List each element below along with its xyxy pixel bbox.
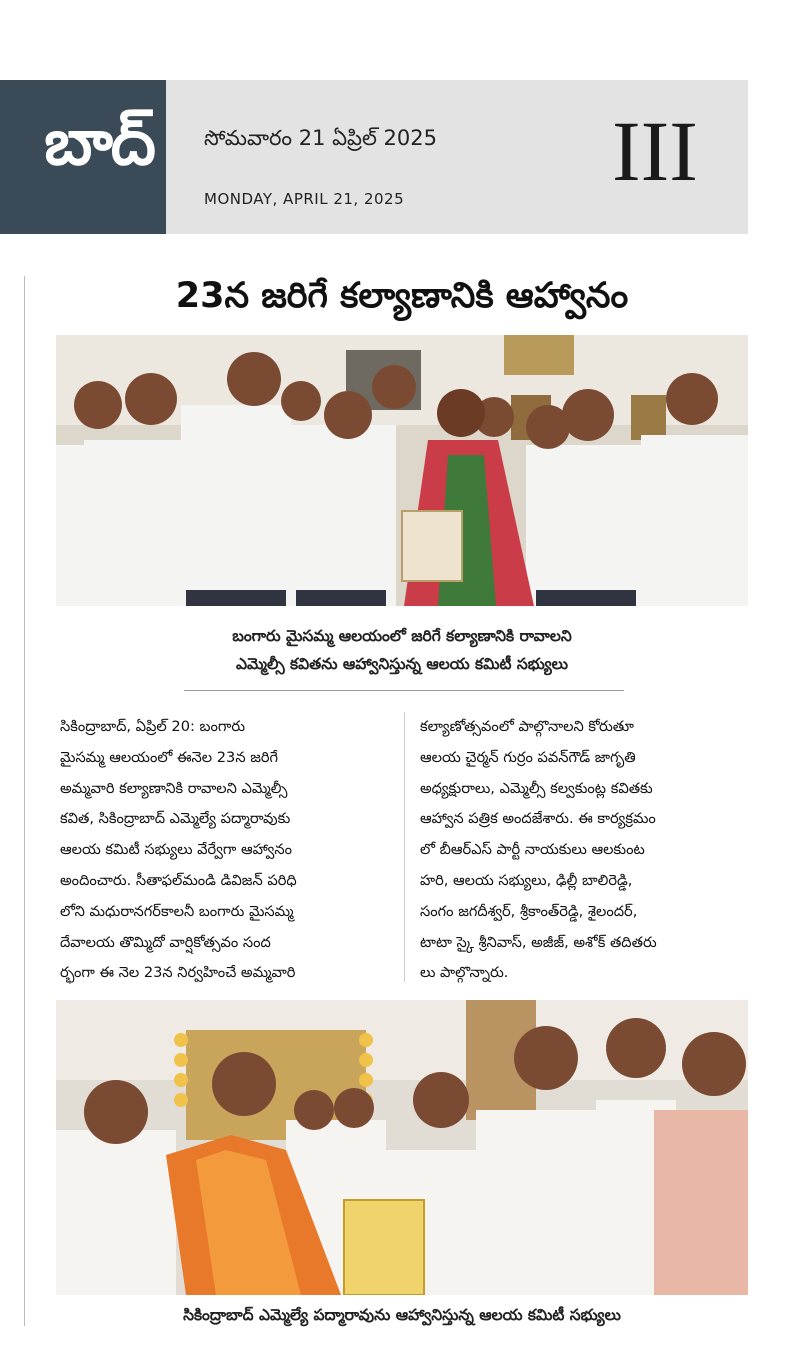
body-line: లోని మధురానగర్‌కాలనీ బంగారు మైసమ్మ: [60, 902, 294, 920]
photo-1-caption-line: ఎమ్మెల్సీ కవితను ఆహ్వానిస్తున్న ఆలయ కమిటీ సభ్యులు: [235, 655, 569, 673]
body-line: ఆలయ చైర్మన్ గుర్రం పవన్‌గౌడ్ జాగృతి: [420, 748, 636, 766]
body-line: లు పాల్గొన్నారు.: [420, 964, 509, 982]
body-line: అధ్యక్షురాలు, ఎమ్మెల్సీ కల్వకుంట్ల కవితకు: [420, 779, 653, 797]
body-line: టాటా స్కై శ్రీనివాస్, అజీజ్, అశోక్ తదితరు: [420, 933, 657, 951]
body-line: సికింద్రాబాద్, ఏప్రిల్ 20: బంగారు: [60, 718, 246, 735]
photo-invitation-padmarao: [56, 1000, 748, 1295]
body-line: కవిత, సికింద్రాబాద్ ఎమ్మెల్యే పద్మారావుకు: [60, 810, 291, 828]
body-line: అమ్మవారి కల్యాణానికి రావాలని ఎమ్మెల్సీ: [60, 779, 288, 797]
article-body-column-2: [420, 712, 750, 989]
body-line: సంగం జగదీశ్వర్, శ్రీకాంత్‌రెడ్డి, శైలందర్,: [420, 902, 638, 920]
body-line: లో బీఆర్ఎస్ పార్టీ నాయకులు ఆలకుంట: [420, 841, 645, 859]
edition-title: బాద్: [44, 106, 154, 180]
date-english: MONDAY, APRIL 21, 2025: [204, 190, 405, 208]
article-body-column-1: [60, 712, 390, 989]
photo-1-caption: [56, 622, 748, 678]
date-telugu: సోమవారం 21 ఏప్రిల్ 2025: [204, 126, 437, 150]
body-line: ర్భంగా ఈ నెల 23న నిర్వహించే అమ్మవారి: [60, 964, 296, 982]
masthead: [0, 80, 748, 234]
caption-divider: [184, 690, 624, 691]
body-line: ఆహ్వాన పత్రిక అందజేశారు. ఈ కార్యక్రమం: [420, 810, 656, 828]
body-line: కల్యాణోత్సవంలో పాల్గొనాలని కోరుతూ: [420, 718, 634, 735]
body-line: హరి, ఆలయ సభ్యులు, ఢిల్లీ బాలిరెడ్డి,: [420, 871, 633, 889]
left-column-rule: [24, 276, 25, 1326]
headline: 23న జరిగే కల్యాణానికి ఆహ్వానం: [175, 276, 629, 316]
photo-2-caption: సికింద్రాబాద్ ఎమ్మెల్యే పద్మారావును ఆహ్వానిస్తున్న ఆలయ కమిటీ సభ్యులు: [183, 1306, 621, 1324]
photo-invitation-kavitha: [56, 335, 748, 606]
edition-nameplate: [0, 80, 166, 234]
body-line: దేవాలయ తొమ్మిదో వార్షికోత్సవం సంద: [60, 933, 271, 951]
column-divider: [404, 712, 405, 982]
body-line: ఆలయ కమిటీ సభ్యులు వేర్వేగా ఆహ్వానం: [60, 841, 293, 859]
body-line: అందించారు. సీతాఫల్‌మండి డివిజన్ పరిధి: [60, 871, 297, 889]
page-number: III: [612, 103, 698, 199]
photo-1-caption-line: బంగారు మైసమ్మ ఆలయంలో జరిగే కల్యాణానికి రావాలని: [232, 627, 572, 645]
body-line: మైసమ్మ ఆలయంలో ఈనెల 23న జరిగే: [60, 748, 279, 766]
